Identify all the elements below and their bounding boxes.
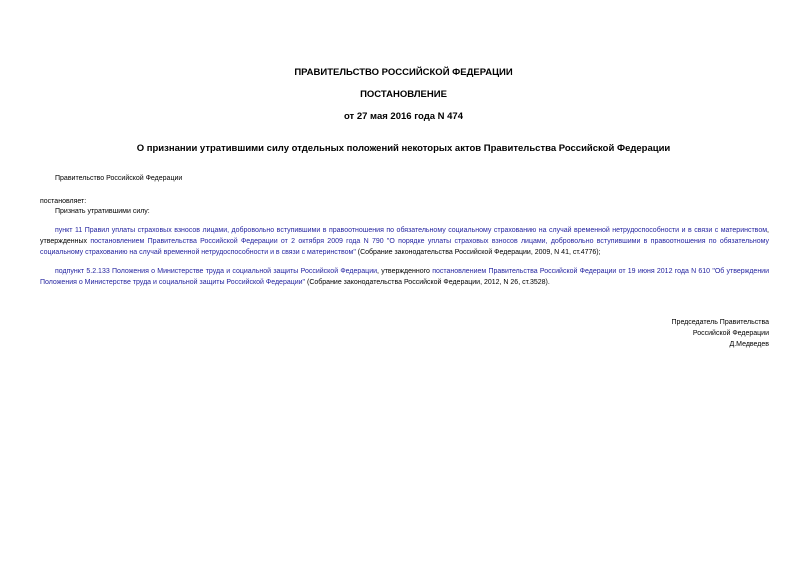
- para1-text-1: , утвержденных: [40, 227, 769, 245]
- document-subject: О признании утратившими силу отдельных положений некоторых актов Правительства Российской Федерации: [136, 143, 671, 154]
- para2-text-2: (Собрание законодательства Российской Федерации, 2012, N 26, ст.3528).: [305, 279, 550, 286]
- para2-text-1: , утвержденного: [377, 268, 433, 275]
- para2-resolution-link[interactable]: постановлением Правительства Российской Федерации от 19 июня 2012 года N 610 "Об утверждении Положения о Министерстве труда и социальной защиты Российской Федерации": [40, 268, 770, 286]
- signature-org: Российской Федерации: [692, 330, 769, 337]
- para1-clause-link[interactable]: пункт 11 Правил уплаты страховых взносов лицами, добровольно вступившими в правоотношения по обязательному социальному страхованию на случай временной нетрудоспособности и в связи с материнством: [55, 227, 768, 234]
- paragraph-1: [40, 225, 769, 258]
- document-date-number: от 27 мая 2016 года N 474: [343, 111, 464, 122]
- decrees-text: постановляет:: [40, 198, 87, 205]
- signature-title: Председатель Правительства: [671, 319, 769, 326]
- para1-text-2: (Собрание законодательства Российской Федерации, 2009, N 41, ст.4776);: [355, 249, 601, 256]
- para1-resolution-link[interactable]: постановлением Правительства Российской Федерации от 2 октября 2009 года N 790 "О порядке уплаты страховых взносов лицами, добровольно вступившими в правоотношения по обязательному социальному страхованию на случай временной нетрудоспособности и в связи с материнством": [40, 238, 770, 256]
- government-name: Правительство Российской Федерации: [55, 175, 183, 182]
- signature-name: Д.Медведев: [729, 341, 769, 348]
- document-authority: ПРАВИТЕЛЬСТВО РОССИЙСКОЙ ФЕДЕРАЦИИ: [294, 67, 513, 78]
- recognize-text: Признать утратившими силу:: [55, 208, 150, 215]
- para2-subclause-link[interactable]: подпункт 5.2.133 Положения о Министерстве труда и социальной защиты Российской Федерации: [55, 268, 378, 275]
- document-type: ПОСТАНОВЛЕНИЕ: [360, 89, 447, 100]
- paragraph-2: [40, 266, 769, 288]
